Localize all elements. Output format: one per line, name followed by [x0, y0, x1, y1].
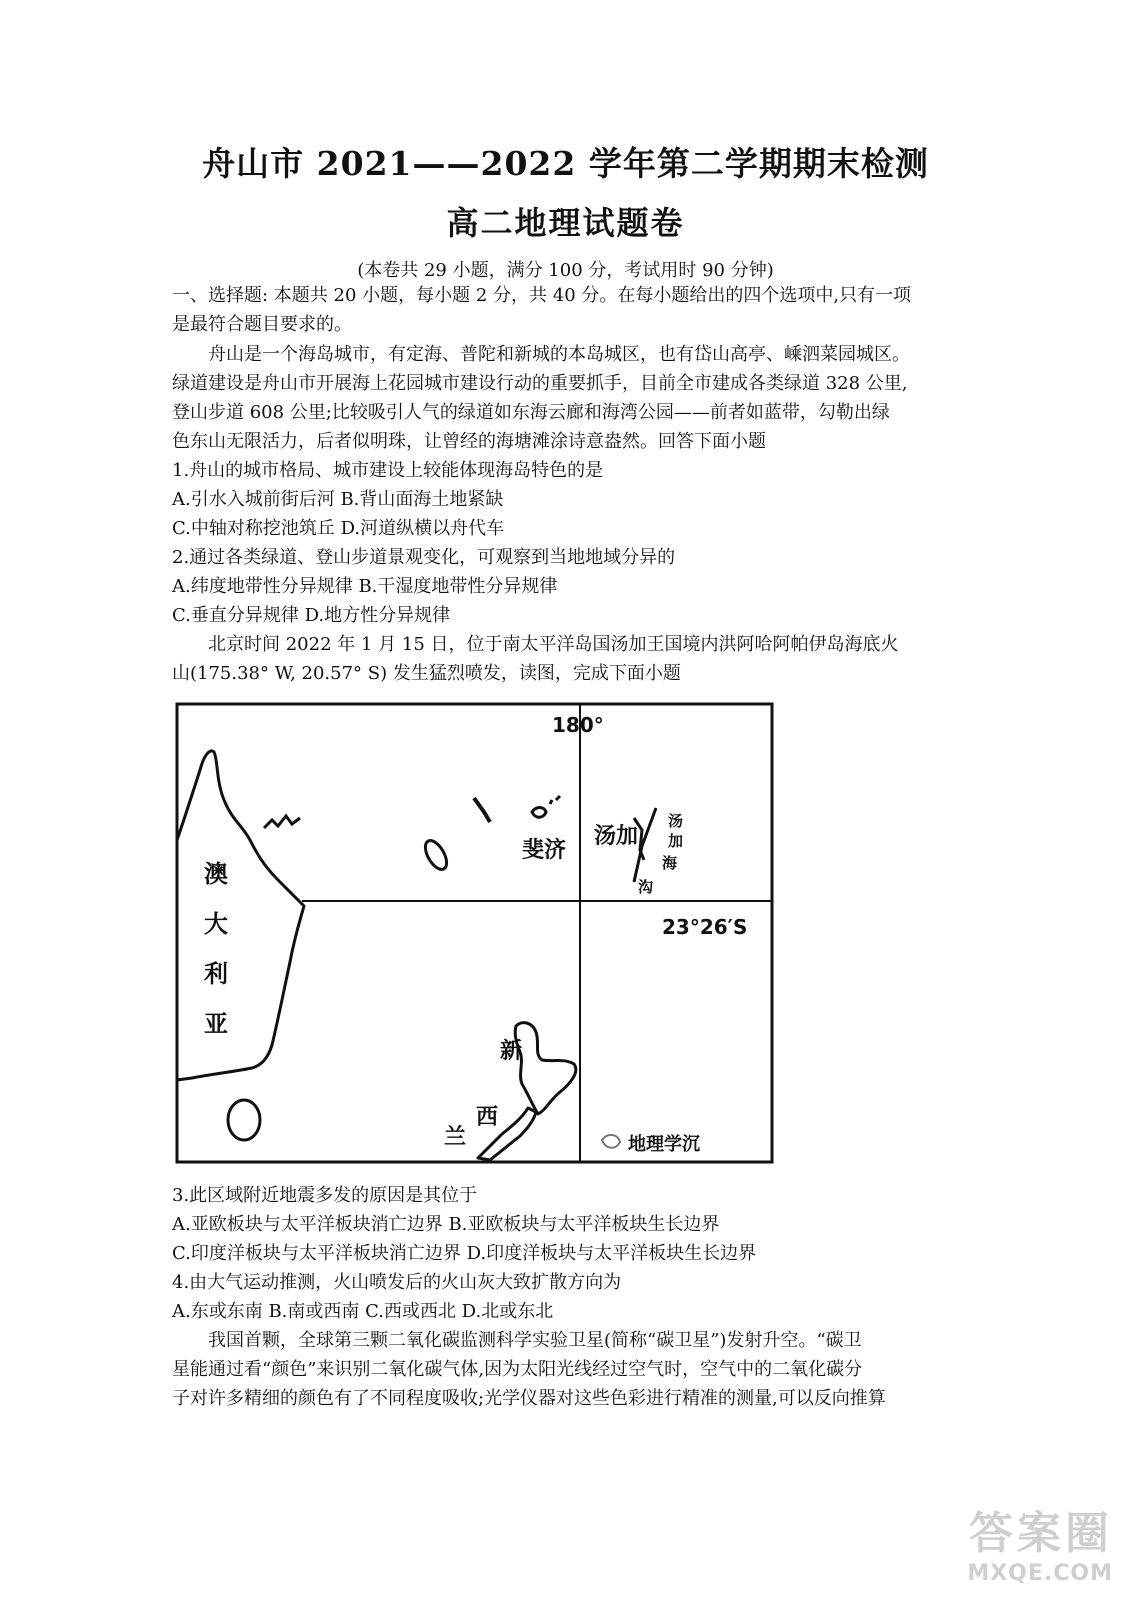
question-options: C.中轴对称挖池筑丘 D.河道纵横以舟代车: [172, 518, 505, 539]
question-2: [172, 543, 972, 630]
passage-line: 星能通过看“颜色”来识别二氧化碳气体,因为太阳光线经过空气时，空气中的二氧化碳分: [172, 1359, 863, 1380]
passage-line: 子对许多精细的颜色有了不同程度吸收;光学仪器对这些色彩进行精准的测量,可以反向推算: [172, 1388, 886, 1409]
passage-line: 舟山是一个海岛城市，有定海、普陀和新城的本岛城区，也有岱山高亭、嵊泗菜园城区。: [208, 344, 910, 365]
question-stem: 3.此区域附近地震多发的原因是其位于: [172, 1185, 478, 1206]
site-watermark: [967, 1497, 1113, 1586]
exam-subtitle: 高二地理试题卷: [446, 204, 685, 242]
exam-info: (本卷共 29 小题，满分 100 分，考试用时 90 分钟): [357, 260, 774, 281]
passage-line: 山(175.38° W, 20.57° S) 发生猛烈喷发，读图，完成下面小题: [172, 663, 681, 684]
question-stem: 4.由大气运动推测，火山喷发后的火山灰大致扩散方向为: [172, 1272, 622, 1293]
fiji-label: 斐济: [522, 838, 567, 863]
meridian-label: 180°: [552, 713, 604, 737]
question-options: A.亚欧板块与太平洋板块消亡边界 B.亚欧板块与太平洋板块生长边界: [172, 1214, 720, 1235]
australia-label: 大: [204, 910, 228, 938]
new-zealand-label: 新: [500, 1039, 523, 1064]
question-3: [172, 1181, 972, 1268]
watermark-url: MXQE.COM: [967, 1561, 1113, 1586]
passage-satellite: [172, 1326, 972, 1413]
trench-label: 沟: [638, 878, 654, 896]
instruction-line: 一、选择题: 本题共 20 小题，每小题 2 分，共 40 分。在每小题给出的四个选项中,只有一项: [172, 285, 912, 306]
australia-label: 澳: [204, 860, 228, 888]
south-pacific-map: [172, 700, 778, 1170]
map-source-label: 地理学沉: [628, 1134, 700, 1155]
new-zealand-label: 西: [476, 1105, 499, 1130]
trench-label: 海: [662, 854, 678, 872]
passage-line: 色东山无限活力，后者似明珠，让曾经的海塘滩涂诗意盎然。回答下面小题: [172, 431, 766, 452]
watermark-text: 答案圈: [969, 1508, 1113, 1559]
passage-line: 我国首颗，全球第三颗二氧化碳监测科学实验卫星(简称“碳卫星”)发射升空。“碳卫: [208, 1330, 862, 1351]
question-options: C.垂直分异规律 D.地方性分异规律: [172, 605, 451, 626]
question-options: C.印度洋板块与太平洋板块消亡边界 D.印度洋板块与太平洋板块生长边界: [172, 1243, 757, 1264]
passage-line: 北京时间 2022 年 1 月 15 日，位于南太平洋岛国汤加王国境内洪阿哈阿帕伊岛海底火: [208, 634, 899, 655]
australia-label: 利: [204, 960, 228, 988]
exam-title: 舟山市 2021——2022 学年第二学期期末检测: [202, 144, 929, 183]
question-options: A.纬度地带性分异规律 B.干湿度地带性分异规律: [172, 576, 558, 597]
trench-label: 汤: [668, 812, 684, 830]
parallel-label: 23°26′S: [662, 915, 748, 939]
trench-label: 加: [668, 832, 684, 850]
section-instructions: [172, 281, 972, 339]
passage-volcano: [172, 630, 972, 688]
australia-label: 亚: [204, 1010, 228, 1038]
question-options: A.东或东南 B.南或西南 C.西或西北 D.北或东北: [172, 1301, 554, 1322]
new-zealand-label: 兰: [444, 1125, 467, 1150]
passage-zhoushan: [172, 340, 972, 456]
passage-line: 绿道建设是舟山市开展海上花园城市建设行动的重要抓手，目前全市建成各类绿道 328 公里,: [172, 373, 908, 394]
question-options: A.引水入城前街后河 B.背山面海土地紧缺: [172, 489, 504, 510]
question-1: [172, 456, 972, 543]
question-4: [172, 1268, 972, 1326]
question-stem: 1.舟山的城市格局、城市建设上较能体现海岛特色的是: [172, 460, 604, 481]
instruction-line: 是最符合题目要求的。: [172, 314, 352, 335]
tonga-label: 汤加: [594, 824, 639, 849]
passage-line: 登山步道 608 公里;比较吸引人气的绿道如东海云廊和海湾公园——前者如蓝带，勾勒出绿: [172, 402, 890, 423]
question-stem: 2.通过各类绿道、登山步道景观变化，可观察到当地地域分异的: [172, 547, 676, 568]
